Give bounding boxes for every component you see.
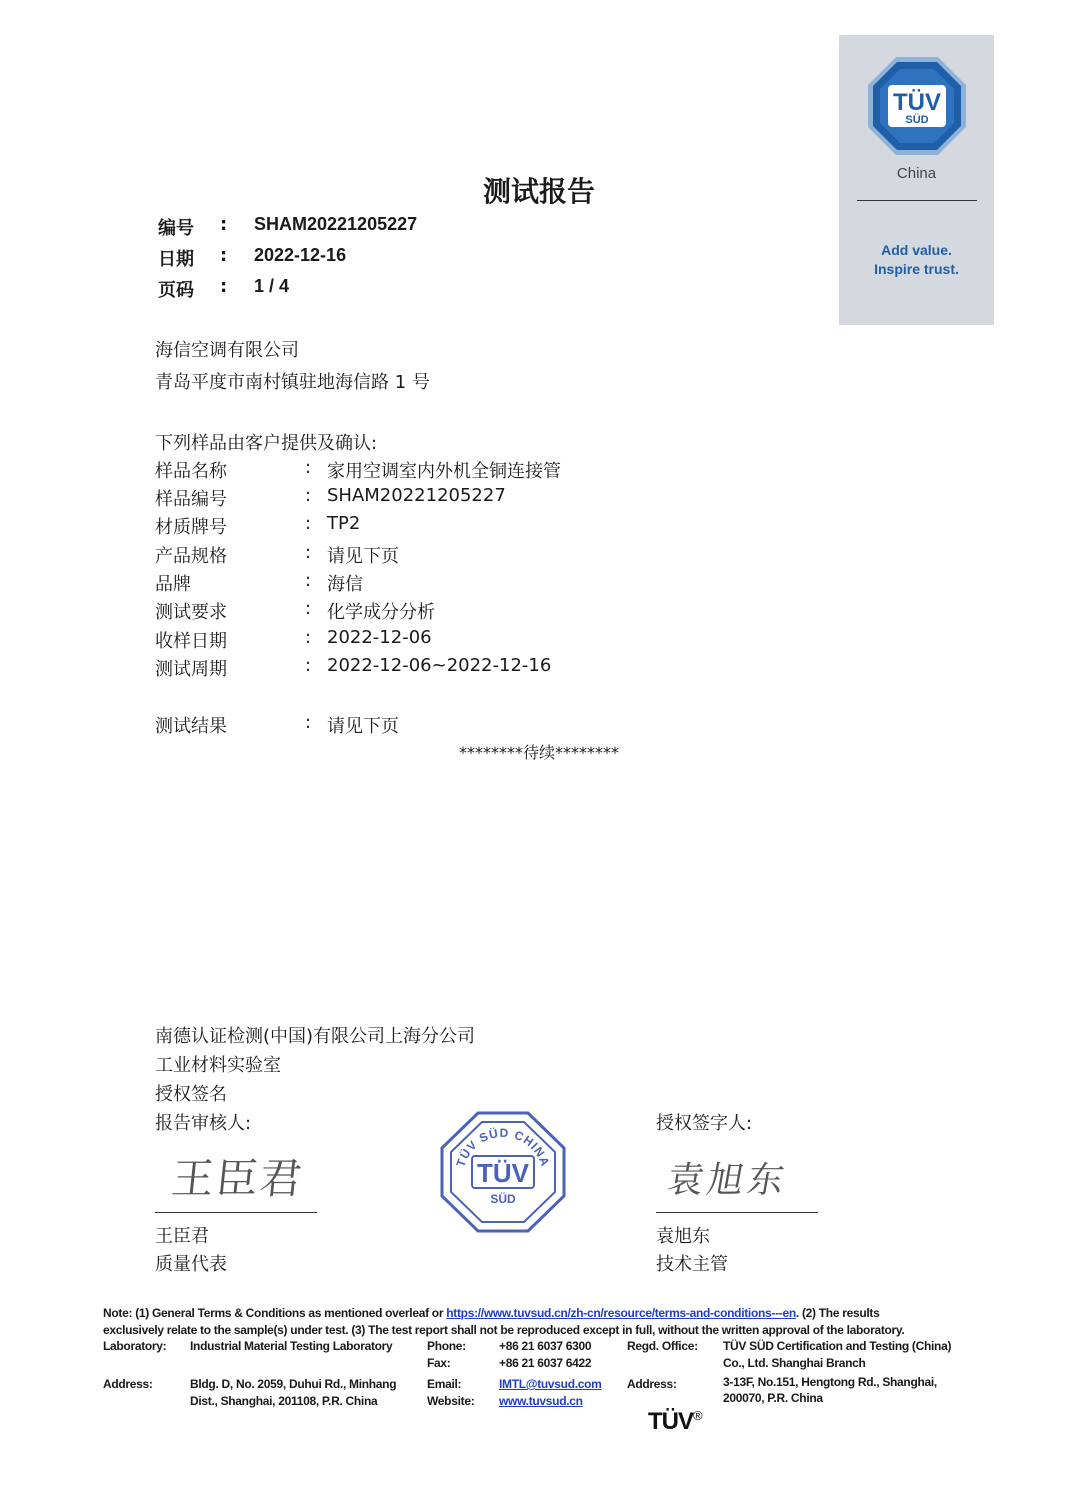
- field-sep: :: [305, 485, 312, 506]
- field-value: SHAM20221205227: [327, 485, 506, 506]
- field-value: 2022-12-06: [327, 627, 432, 648]
- field-sep: :: [305, 457, 312, 478]
- reviewer-signature: 王臣君: [169, 1154, 307, 1203]
- regd-address-line-2: 200070, P.R. China: [723, 1391, 823, 1405]
- field-label: 材质牌号: [155, 517, 227, 538]
- field-label: 产品规格: [155, 546, 227, 567]
- meta-page-value: 1 / 4: [254, 276, 290, 296]
- address-line-1: Bldg. D, No. 2059, Duhui Rd., Minhang: [190, 1377, 397, 1391]
- field-sep: :: [305, 542, 312, 563]
- meta-sep: :: [220, 214, 228, 235]
- field-value: 化学成分分析: [327, 602, 435, 623]
- sample-intro: 下列样品由客户提供及确认:: [155, 433, 378, 454]
- regd-label: Regd. Office:: [627, 1339, 698, 1353]
- fax-label: Fax:: [427, 1356, 451, 1370]
- svg-text:SÜD: SÜD: [490, 1192, 516, 1206]
- footer-brand-text: TÜV: [648, 1408, 693, 1435]
- field-sep: :: [305, 627, 312, 648]
- regd-line-2: Co., Ltd. Shanghai Branch: [723, 1356, 866, 1370]
- signatory-signature-line: [656, 1212, 818, 1213]
- field-sep: :: [305, 712, 312, 733]
- brand-tagline-2: Inspire trust.: [874, 261, 959, 277]
- result-value: 请见下页: [327, 716, 399, 737]
- note-text-b: . (2) The results: [795, 1306, 880, 1320]
- field-value: TP2: [327, 513, 361, 534]
- tuv-stamp: [438, 1110, 568, 1234]
- issuer-signature-title: 授权签名: [155, 1084, 227, 1105]
- result-label: 测试结果: [155, 716, 227, 737]
- svg-text:SÜD: SÜD: [905, 114, 929, 126]
- email-link[interactable]: IMTL@tuvsud.com: [499, 1377, 602, 1391]
- lab-value: Industrial Material Testing Laboratory: [190, 1339, 393, 1353]
- lab-label: Laboratory:: [103, 1339, 167, 1353]
- field-sep: :: [305, 655, 312, 676]
- reviewer-label: 报告审核人:: [155, 1113, 252, 1134]
- field-value: 2022-12-06~2022-12-16: [327, 655, 552, 676]
- field-label: 测试要求: [155, 602, 227, 623]
- reviewer-role: 质量代表: [155, 1254, 227, 1275]
- email-label: Email:: [427, 1377, 462, 1391]
- signatory-label: 授权签字人:: [656, 1113, 753, 1134]
- meta-date-label: 日期: [158, 249, 194, 270]
- regd-address-line-1: 3-13F, No.151, Hengtong Rd., Shanghai,: [723, 1375, 937, 1389]
- reviewer-name: 王臣君: [155, 1226, 209, 1247]
- footer-brand-mark: [648, 1408, 702, 1436]
- regd-address-label: Address:: [627, 1377, 677, 1391]
- meta-number-value: SHAM20221205227: [254, 214, 418, 234]
- client-address: 青岛平度市南村镇驻地海信路 1 号: [155, 372, 430, 393]
- svg-text:TÜV: TÜV: [893, 89, 941, 116]
- address-line-2: Dist., Shanghai, 201108, P.R. China: [190, 1394, 378, 1408]
- report-title: 测试报告: [482, 175, 595, 208]
- meta-sep: :: [220, 276, 228, 297]
- note-text-a: Note: (1) General Terms & Conditions as mentioned overleaf or: [103, 1306, 447, 1320]
- field-value: 家用空调室内外机全铜连接管: [327, 461, 561, 482]
- client-name: 海信空调有限公司: [155, 340, 299, 361]
- footer-note-line2: exclusively relate to the sample(s) under test. (3) The test report shall not be reproduced except in full, without the written approval of the laboratory.: [103, 1323, 905, 1337]
- field-sep: :: [305, 598, 312, 619]
- reviewer-signature-line: [155, 1212, 317, 1213]
- website-label: Website:: [427, 1394, 475, 1408]
- tuv-sud-logo: [866, 55, 968, 157]
- field-label: 品牌: [155, 574, 191, 595]
- svg-text:TÜV: TÜV: [477, 1158, 529, 1188]
- fax-value: +86 21 6037 6422: [499, 1356, 592, 1370]
- regd-line-1: TÜV SÜD Certification and Testing (China): [723, 1339, 952, 1353]
- issuer-lab: 工业材料实验室: [155, 1055, 281, 1076]
- address-label: Address:: [103, 1377, 153, 1391]
- field-sep: :: [305, 570, 312, 591]
- meta-number-label: 编号: [158, 218, 194, 239]
- issuer-company: 南德认证检测(中国)有限公司上海分公司: [155, 1026, 476, 1047]
- field-label: 样品名称: [155, 461, 227, 482]
- field-value: 请见下页: [327, 546, 399, 567]
- footer-note: [103, 1305, 983, 1322]
- meta-date-value: 2022-12-16: [254, 245, 347, 265]
- phone-value: +86 21 6037 6300: [499, 1339, 592, 1353]
- meta-sep: :: [220, 245, 228, 266]
- field-label: 收样日期: [155, 631, 227, 652]
- field-label: 样品编号: [155, 489, 227, 510]
- svg-text:TÜV SÜD CHINA: TÜV SÜD CHINA: [453, 1125, 553, 1169]
- terms-link[interactable]: https://www.tuvsud.cn/zh-cn/resource/terms-and-conditions---en: [446, 1306, 796, 1320]
- signatory-name: 袁旭东: [656, 1226, 710, 1247]
- to-be-continued: ********待续********: [458, 743, 619, 762]
- phone-label: Phone:: [427, 1339, 466, 1353]
- field-value: 海信: [327, 574, 363, 595]
- meta-page-label: 页码: [158, 280, 194, 301]
- signatory-signature: 袁旭东: [663, 1160, 792, 1201]
- field-label: 测试周期: [155, 659, 227, 680]
- website-link[interactable]: www.tuvsud.cn: [499, 1394, 583, 1408]
- signatory-role: 技术主管: [656, 1254, 728, 1275]
- brand-tagline-1: Add value.: [881, 242, 952, 258]
- field-sep: :: [305, 513, 312, 534]
- brand-country: China: [896, 165, 937, 182]
- registered-mark: ®: [693, 1408, 702, 1423]
